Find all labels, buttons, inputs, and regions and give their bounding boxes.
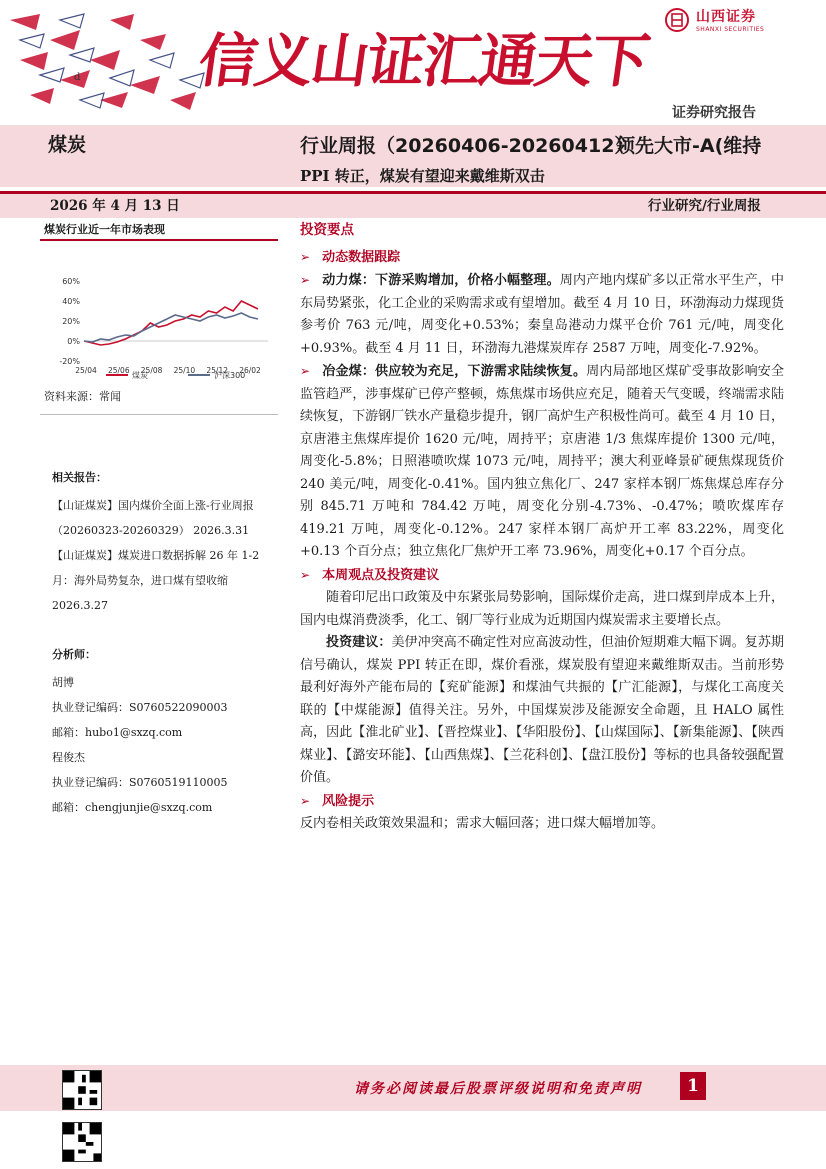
report-category: 行业研究/行业周报 <box>648 198 761 214</box>
y-tick-label: 20% <box>62 317 80 326</box>
x-tick-label: 25/10 <box>173 366 196 375</box>
analysts-title: 分析师： <box>52 648 96 661</box>
legend-label: 沪深300 <box>214 371 246 380</box>
x-tick-label: 25/08 <box>140 366 163 375</box>
section-heading: 本周观点及投资建议 <box>322 567 440 583</box>
analyst-email[interactable]: 邮箱：chengjunjie@sxzq.com <box>52 801 213 814</box>
series-line <box>84 313 258 342</box>
paragraph-heading: 动力煤：下游采购增加，价格小幅整理。 <box>322 273 560 288</box>
x-tick-label: 26/02 <box>239 366 261 375</box>
chart-title: 煤炭行业近一年市场表现 <box>40 218 278 241</box>
analyst-name: 胡博 <box>52 676 74 689</box>
report-title: 行业周报（20260406-20260412） <box>300 135 634 157</box>
x-tick-label: 25/04 <box>75 366 97 375</box>
related-report-1[interactable]: 【山证煤炭】国内煤价全面上涨-行业周报（20260323-20260329） 2026.3.31 <box>52 499 254 537</box>
y-tick-label: 60% <box>62 277 80 286</box>
paragraph-body: 美伊冲突高不确定性对应高波动性，但油价短期难大幅下调。复苏期信号确认，煤炭 PPI 转正在即，煤价看涨，煤炭股有望迎来戴维斯双击。当前形势最利好海外产能布局的【兖矿能源】和煤油气共振的【广汇能源】，与煤化工高度关联的【中煤能源】值得关注。另外，中国煤炭涉及能源安全命题，且 HALO 属性高，因此【淮北矿业】、【晋控煤业】、【华阳股份】、【山煤国际】、【新集能源】、【陕西煤业】、【潞安环能】、【山西焦煤】、【兰花科创】、【盘江股份】等标的也具备较强配置价值。 <box>300 635 784 785</box>
header-banner <box>0 0 826 125</box>
paragraph-body: 周内产地内煤矿多以正常水平生产，中东局势紧张，化工企业的采购需求或有望增加。截至 4 月 10 日，环渤海动力煤现货参考价 763 元/吨，周变化+0.53%；秦皇岛港动力煤平仓价 761 元/吨，周变化+0.93%。截至 4 月 11 日，环渤海九港煤炭库存 2587 万吨，周变化-7.92%。 <box>300 273 784 356</box>
qr-code-icon[interactable] <box>62 1122 102 1162</box>
paragraph-body: 周内局部地区煤矿受事故影响安全监管趋严，涉事煤矿已停产整顿，炼焦煤市场供应充足，随着天气变暖，终端需求陆续恢复，下游钢厂铁水产量稳步提升，钢厂高炉生产积极性尚可。截至 4 月 10 日，京唐港主焦煤库提价 1620 元/吨，周持平；京唐港 1/3 焦煤库提价 1300 元/吨，周变化-5.8%；日照港喷吹煤 1073 元/吨，周持平；澳大利亚峰景矿硬焦煤现货价 240 美元/吨，周变化-0.41%。国内独立焦化厂、247 家样本钢厂炼焦煤总库存分别 845.71 万吨和 784.42 万吨，周变化分别-4.73%、-0.47%；喷吹煤库存 419.21 万吨，周变化-0.12%。247 家样本钢厂高炉开工率 83.22%，周变化+0.13 个百分点；独立焦化厂焦炉开工率 73.96%，周变化+0.17 个百分点。 <box>300 364 784 559</box>
x-tick-label: 25/06 <box>107 366 130 375</box>
report-subtitle: PPI 转正，煤炭有望迎来戴维斯双击 <box>300 167 545 185</box>
related-reports-title: 相关报告： <box>52 471 107 484</box>
rating-label: 领先大市-A(维持 <box>616 135 762 157</box>
report-type: 证券研究报告 <box>672 105 756 121</box>
bullet-arrow-icon: ➢ <box>300 364 311 378</box>
analyst-license: 执业登记编码：S0760522090003 <box>52 701 228 714</box>
company-logo <box>664 6 764 33</box>
chart-source: 资料来源：常闻 <box>44 390 121 403</box>
analyst-name: 程俊杰 <box>52 751 85 764</box>
x-tick-label: 25/12 <box>206 366 229 375</box>
page-number: 1 <box>680 1072 706 1100</box>
paragraph-body: 反内卷相关政策效果温和；需求大幅回落；进口煤大幅增加等。 <box>300 816 665 831</box>
company-logo-icon <box>664 7 690 33</box>
company-name-cn: 山西证券 <box>696 9 756 25</box>
legend-label: 煤炭 <box>132 371 148 380</box>
main-content <box>300 219 784 836</box>
svg-text:d: d <box>74 72 81 83</box>
y-tick-label: 0% <box>67 337 80 346</box>
bullet-arrow-icon: ➢ <box>300 249 311 264</box>
paragraph-body: 随着印尼出口政策及中东紧张局势影响，国际煤价走高，进口煤到岸成本上升，国内电煤消费淡季，化工、钢厂等行业成为近期国内煤炭需求主要增长点。 <box>300 590 784 628</box>
sector-label: 煤炭 <box>48 134 87 156</box>
y-tick-label: 40% <box>62 297 80 306</box>
company-name-en: SHANXI SECURITIES <box>696 26 765 33</box>
slogan: 信义山证汇通天下 <box>194 27 653 95</box>
key-points-title: 投资要点 <box>300 222 354 238</box>
section-heading: 动态数据跟踪 <box>322 249 401 265</box>
bullet-arrow-icon: ➢ <box>300 793 311 808</box>
left-sidebar <box>40 218 278 820</box>
y-tick-label: -20% <box>59 357 80 366</box>
qr-code-icon[interactable] <box>62 1070 102 1110</box>
series-line <box>84 301 258 345</box>
bullet-arrow-icon: ➢ <box>300 567 311 582</box>
bullet-arrow-icon: ➢ <box>300 273 311 287</box>
performance-chart <box>40 241 278 381</box>
paragraph-heading: 冶金煤：供应较为充足，下游需求陆续恢复。 <box>322 364 587 379</box>
related-report-2[interactable]: 【山证煤炭】煤炭进口数据拆解 26 年 1-2 月：海外局势复杂，进口煤有望收缩 2026.3.27 <box>52 549 260 612</box>
disclaimer-notice: 请务必阅读最后股票评级说明和免责声明 <box>354 1081 642 1097</box>
analyst-email[interactable]: 邮箱：hubo1@sxzq.com <box>52 726 183 739</box>
paragraph-heading: 投资建议： <box>326 635 392 650</box>
report-date: 2026 年 4 月 13 日 <box>50 198 180 214</box>
section-heading: 风险提示 <box>322 793 375 809</box>
analyst-license: 执业登记编码：S0760519110005 <box>52 776 228 789</box>
